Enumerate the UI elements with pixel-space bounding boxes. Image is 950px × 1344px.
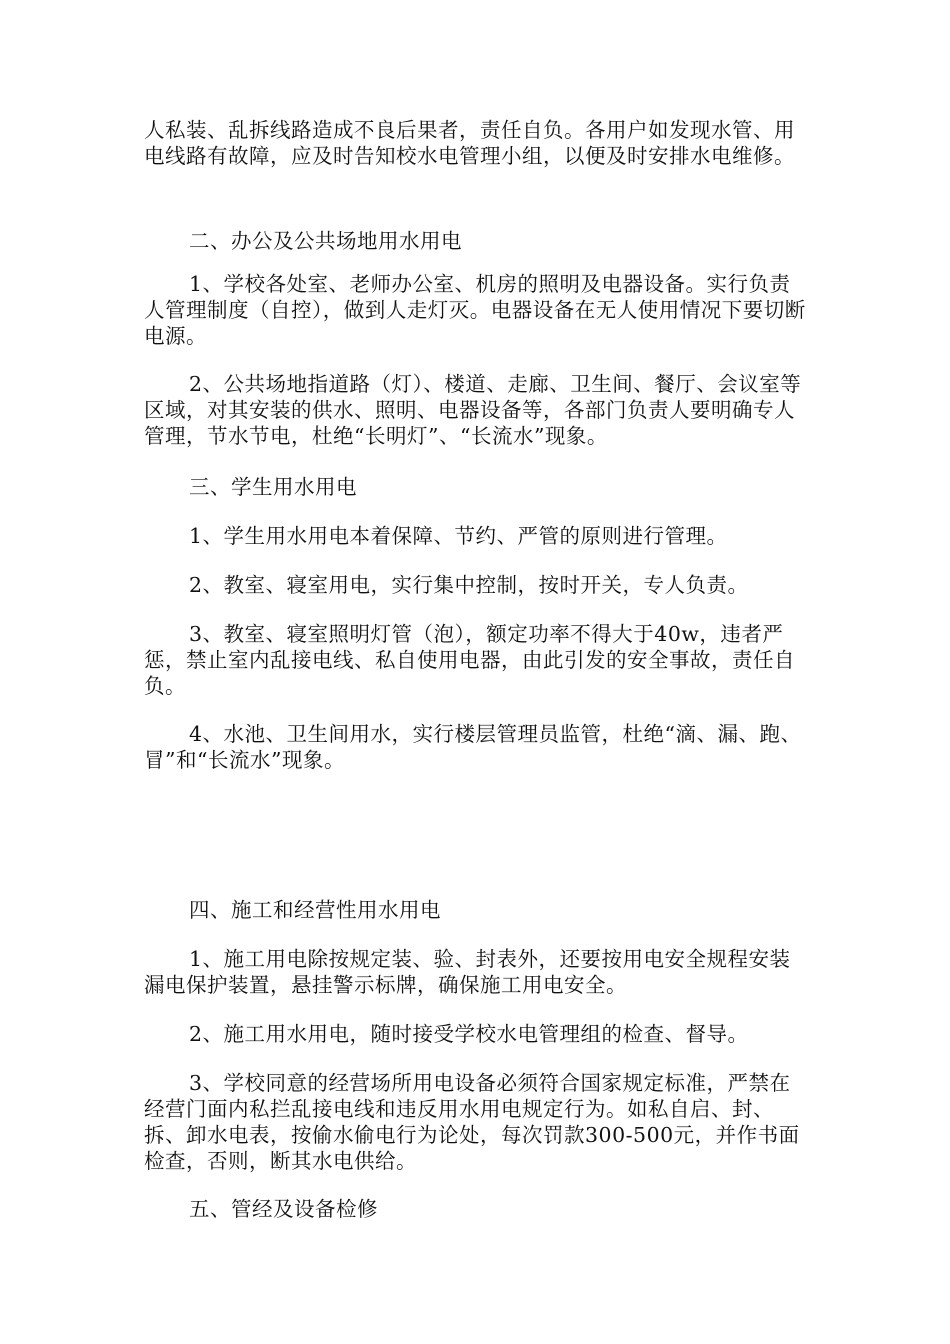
paragraph-4-2: 2、施工用水用电，随时接受学校水电管理组的检查、督导。: [189, 1022, 749, 1046]
paragraph-2-2: 2、公共场地指道路（灯）、楼道、走廊、卫生间、餐厅、会议室等区域，对其安装的供水、照明、电器设备等，各部门负责人要明确专人管理，节水节电，杜绝“长明灯”、“长流水”现象。: [144, 372, 802, 448]
paragraph-3-1: 1、学生用水用电本着保障、节约、严管的原则进行管理。: [189, 524, 728, 548]
section-heading-3: 三、学生用水用电: [189, 475, 357, 499]
paragraph-2-1: 1、学校各处室、老师办公室、机房的照明及电器设备。实行负责人管理制度（自控），做到人走灯灭。电器设备在无人使用情况下要切断电源。: [144, 272, 806, 348]
paragraph-3-2: 2、教室、寝室用电，实行集中控制，按时开关，专人负责。: [189, 573, 749, 597]
paragraph-continuation: 人私装、乱拆线路造成不良后果者，责任自负。各用户如发现水管、用电线路有故障，应及时告知校水电管理小组，以便及时安排水电维修。: [144, 118, 795, 168]
section-heading-5: 五、管经及设备检修: [189, 1197, 378, 1221]
paragraph-3-4: 4、水池、卫生间用水，实行楼层管理员监管，杜绝“滴、漏、跑、冒”和“长流水”现象。: [144, 722, 802, 772]
section-heading-2: 二、办公及公共场地用水用电: [189, 229, 462, 253]
paragraph-4-3: 3、学校同意的经营场所用电设备必须符合国家规定标准，严禁在经营门面内私拦乱接电线和违反用水用电规定行为。如私自启、封、拆、卸水电表，按偷水偷电行为论处，每次罚款300-500元，并作书面检查，否则，断其水电供给。: [144, 1071, 800, 1173]
section-heading-4: 四、施工和经营性用水用电: [189, 898, 441, 922]
paragraph-4-1: 1、施工用电除按规定装、验、封表外，还要按用电安全规程安装漏电保护装置，悬挂警示标牌，确保施工用电安全。: [144, 947, 791, 997]
paragraph-3-3: 3、教室、寝室照明灯管（泡），额定功率不得大于40w，违者严惩，禁止室内乱接电线、私自使用电器，由此引发的安全事故，责任自负。: [144, 622, 795, 698]
